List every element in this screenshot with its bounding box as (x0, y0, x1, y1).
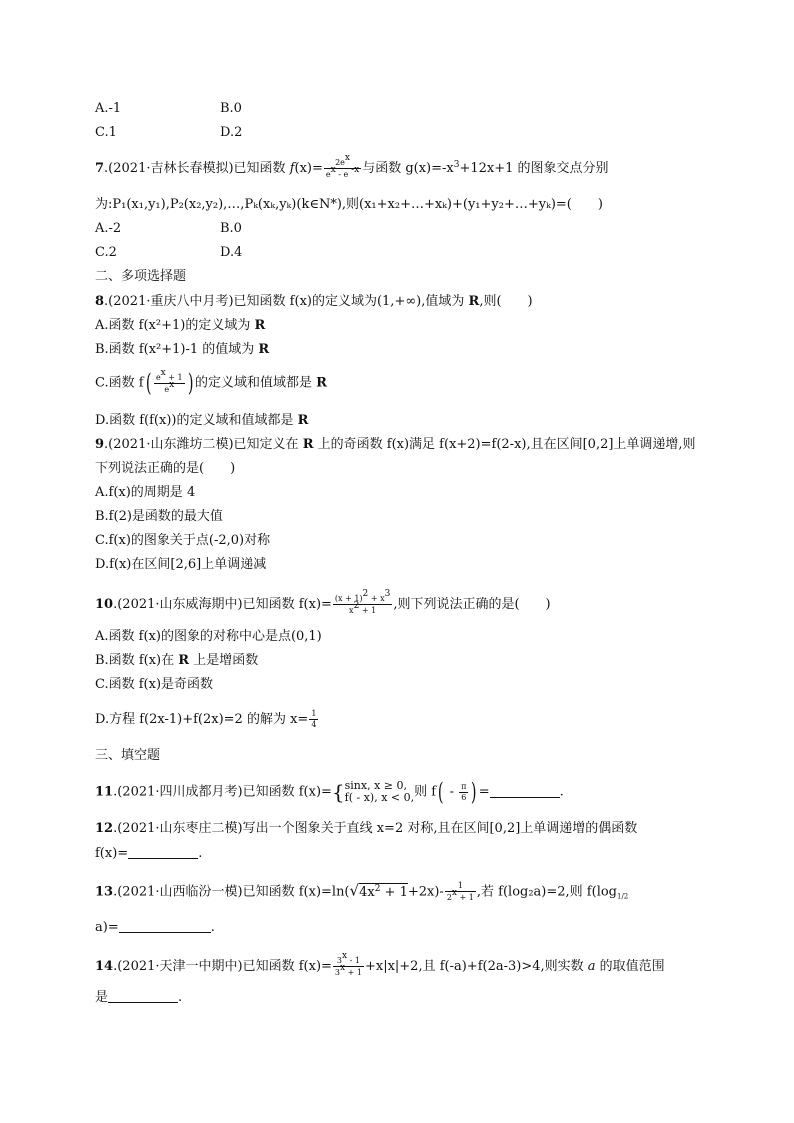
section-heading-multiple-choice: 二、多项选择题 (95, 269, 187, 284)
q6-option-b: B.0 (220, 101, 242, 116)
q9-option-a: A.f(x)的周期是 4 (95, 485, 196, 500)
q10-option-b: B.函数 f(x)在 R 上是增函数 (95, 653, 259, 668)
q8-number: 8 (95, 294, 105, 309)
q7-text-end: +12x+1 的图象交点分别 (459, 161, 609, 176)
q13-stem: 13.(2021·山西临汾一模)已知函数 $f(x)=\ln(√4x^2 + 1+2x)-$ $\frac{1}{2^x + 1}$ ,若 f(log₂a)=2,则 $f(\log_{1/2}$ (95, 881, 629, 902)
q7-text-g: 与函数 g(x)=-x (362, 161, 454, 176)
q6-option-a: A.-1 (95, 101, 122, 116)
q10-option-a: A.函数 f(x)的图象的对称中心是点(0,1) (95, 629, 322, 644)
q10-source: .(2021·山东威海期中) (113, 597, 243, 612)
q10-option-c: C.函数 f(x)是奇函数 (95, 677, 214, 692)
q9-option-c: C.f(x)的图象关于点(-2,0)对称 (95, 533, 271, 548)
q14-answer-blank[interactable] (108, 990, 178, 1003)
q9-option-d: D.f(x)在区间[2,6]上单调递减 (95, 557, 267, 572)
q10-stem: 10.(2021·山东威海期中)已知函数 f(x)= $\frac{(x + 1)^2 + x^3}{x^2 + 1}$ ,则下列说法正确的是( ) (95, 589, 551, 615)
q12-stem: 12.(2021·山东枣庄二模)写出一个图象关于直线 x=2 对称,且在区间[0,2]上单调递增的偶函数 (95, 821, 638, 836)
q10-number: 10 (95, 597, 114, 612)
q9-number: 9 (95, 437, 105, 452)
q10-option-d: D.方程 f(2x-1)+f(2x)=2 的解为 x= $\frac{1}{4}$ (95, 709, 317, 729)
q14-fraction: $\frac{3^x - 1}{3^x + 1}$ (334, 951, 362, 977)
q13-number: 13 (95, 884, 114, 900)
q13-answer-blank[interactable] (119, 920, 211, 933)
q7-number: 7 (95, 161, 105, 176)
q9-option-b: B.f(2)是函数的最大值 (95, 509, 223, 524)
q11-piecewise: sinx, x ≥ 0, f( - x), x < 0, (344, 779, 415, 804)
section-heading-fill-in: 三、填空题 (95, 748, 161, 763)
q6-option-d: D.2 (220, 125, 243, 140)
q6-option-c: C.1 (95, 125, 117, 140)
q12-number: 12 (95, 821, 114, 836)
q12-stem-line2: f(x)= . (95, 846, 203, 861)
q8-source: .(2021·重庆八中月考) (104, 294, 234, 309)
q10-d-fraction: $\frac{1}{4}$ (311, 709, 317, 729)
q7-fraction: $\frac{2e^x}{e^x - e ^{-x}}$ (325, 153, 360, 179)
q8-stem: 8.(2021·重庆八中月考)已知函数 f(x)的定义域为(1,+∞),值域为 R,则( ) (95, 294, 533, 309)
q7-option-b: B.0 (220, 221, 242, 236)
q7-stem-line2: 为:P₁(x₁,y₁),P₂(x₂,y₂),…,Pₖ(xₖ,yₖ)(k∈N*),则(x₁+x₂+…+xₖ)+(y₁+y₂+…+yₖ)=( ) (95, 197, 603, 212)
q11-source: .(2021·四川成都月考) (113, 784, 243, 800)
q7-option-a: A.-2 (95, 221, 122, 236)
q13-source: .(2021·山西临汾一模) (113, 884, 243, 900)
q8-option-b: B.函数 f(x²+1)-1 的值域为 R (95, 342, 270, 357)
q13-sqrt: $4x^2 + 1$ (359, 883, 408, 900)
q9-stem-line2: 下列说法正确的是( ) (95, 461, 236, 476)
q14-stem-line2: 是 . (95, 990, 183, 1005)
q7-source: .(2021·吉林长春模拟) (104, 161, 234, 176)
q13-fraction: $\frac{1}{2^x + 1}$ (446, 881, 474, 902)
q8-option-d: D.函数 f(f(x))的定义域和值域都是 R (95, 413, 309, 428)
q10-fraction: $\frac{(x + 1)^2 + x^3}{x^2 + 1}$ (334, 589, 391, 615)
q7-fx: (x)= (294, 161, 323, 176)
q11-number: 11 (95, 784, 114, 800)
q7-f: f (289, 161, 295, 176)
q7-option-c: C.2 (95, 245, 117, 260)
q14-source: .(2021·天津一中期中) (113, 959, 243, 974)
q7-option-d: D.4 (220, 245, 243, 260)
q12-source: .(2021·山东枣庄二模) (113, 821, 243, 836)
q7-stem: 7.(2021·吉林长春模拟)已知函数 f(x)= $\frac{2e^x}{e^x - e ^{-x}}$ 与函数 $g(x)=-x^3+12x+1$ 的图象交点分别 (95, 153, 609, 179)
q12-answer-blank[interactable] (128, 846, 198, 859)
q8-option-c: C.函数 f( $\frac{e^x + 1}{e^x}$ ) 的定义域和值域都是 R (95, 367, 327, 397)
q13-stem-line2: a)= . (95, 920, 215, 935)
q14-number: 14 (95, 959, 114, 974)
q8-option-a: A.函数 f(x²+1)的定义域为 R (95, 318, 266, 333)
q7-text: 已知函数 (233, 161, 290, 176)
q8-c-fraction: $\frac{e^x + 1}{e^x}$ (155, 367, 183, 394)
q11-answer-blank[interactable] (490, 785, 560, 798)
q9-stem: 9.(2021·山东潍坊二模)已知定义在 R 上的奇函数 f(x)满足 f(x+2)=f(2-x),且在区间[0,2]上单调递增,则 (95, 437, 696, 452)
q14-stem: 14.(2021·天津一中期中)已知函数 f(x)= $\frac{3^x - 1}{3^x + 1}$ +x|x|+2,且 f(-a)+f(2a-3)>4,则实数 a 的取值范围 (95, 951, 665, 977)
q8-text: 已知函数 f(x)的定义域为(1,+∞),值域为 (233, 294, 469, 309)
q11-stem: 11.(2021·四川成都月考)已知函数 f(x)={ sinx, x ≥ 0, f( - x), x < 0, 则 f( - $\frac{\pi}{6}$ ) = . (95, 778, 564, 806)
q9-source: .(2021·山东潍坊二模) (104, 437, 234, 452)
